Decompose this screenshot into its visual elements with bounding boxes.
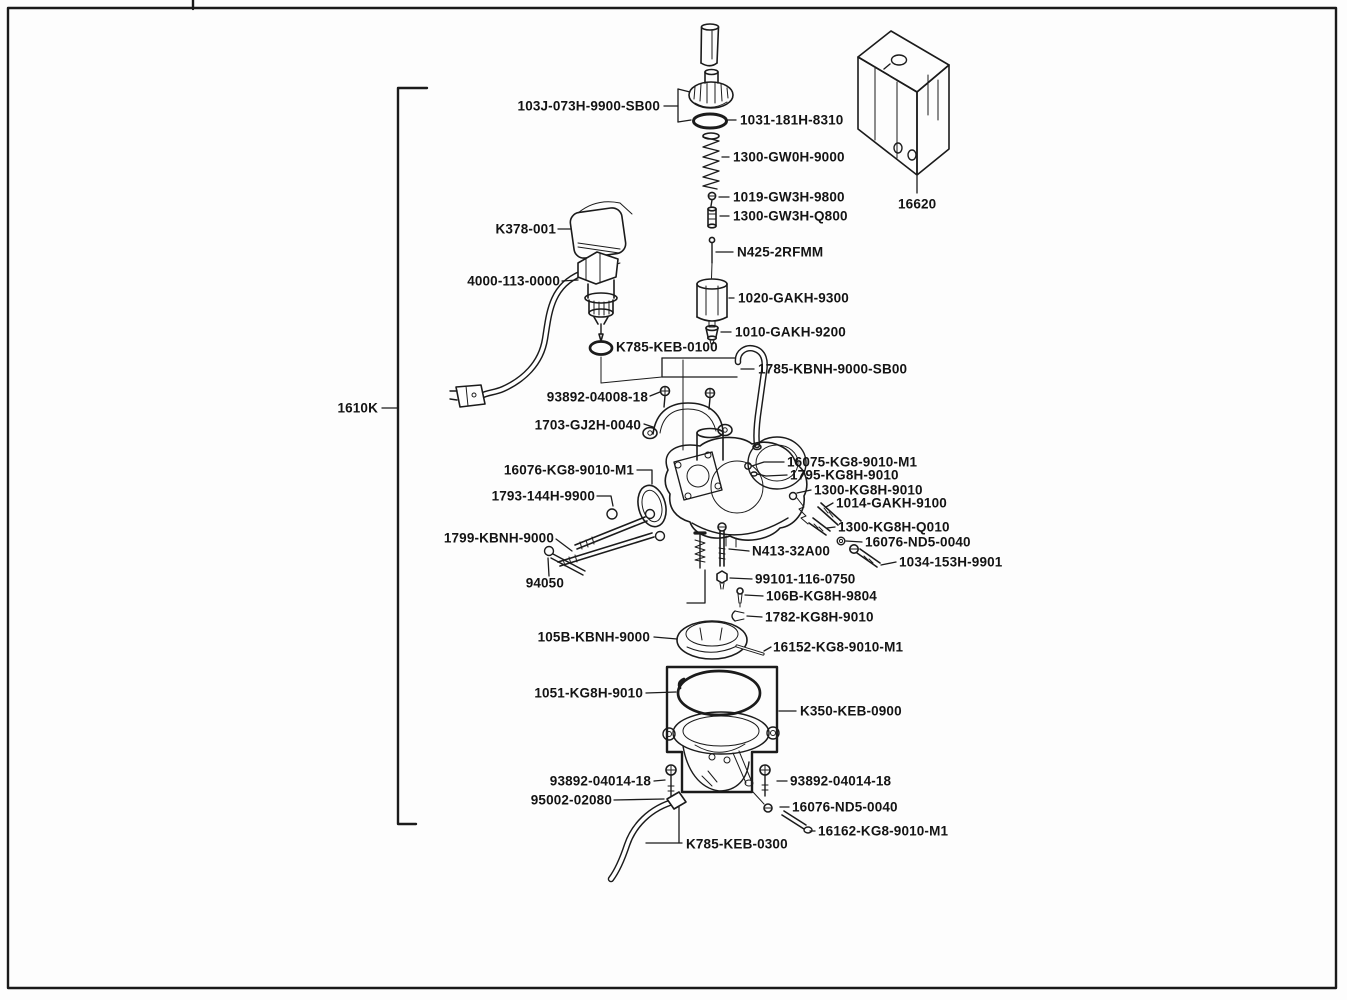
- part-label-103j: 103J-073H-9900-SB00: [517, 98, 660, 114]
- part-label-1793: 1793-144H-9900: [491, 488, 595, 504]
- part-label-1051: 1051-KG8H-9010: [534, 685, 643, 701]
- part-label-k785-0100: K785-KEB-0100: [616, 339, 718, 355]
- part-label-1300-q010: 1300-KG8H-Q010: [838, 519, 950, 535]
- part-label-99101: 99101-116-0750: [755, 571, 856, 587]
- part-label-94050: 94050: [525, 575, 564, 591]
- part-label-k785-0300: K785-KEB-0300: [686, 836, 788, 852]
- part-label-16076-kg8: 16076-KG8-9010-M1: [503, 462, 634, 478]
- part-label-1019: 1019-GW3H-9800: [733, 189, 845, 205]
- part-label-k378: K378-001: [495, 221, 556, 237]
- part-label-n425: N425-2RFMM: [737, 244, 824, 260]
- carburetor-bracket-drawing: [858, 31, 949, 193]
- throttle-pin-drawing: [701, 24, 719, 66]
- part-label-k350: K350-KEB-0900: [800, 703, 902, 719]
- part-label-1300-kg8h-9010: 1300-KG8H-9010: [814, 482, 923, 498]
- part-label-16076-nd5-a: 16076-ND5-0040: [865, 534, 971, 550]
- part-label-1785: 1785-KBNH-9000-SB00: [758, 361, 908, 377]
- float-drawing: [654, 621, 771, 659]
- part-label-16620: 16620: [898, 196, 937, 212]
- part-label-1610k: 1610K: [337, 400, 378, 416]
- pin-1300-drawing: [708, 207, 729, 228]
- part-label-4000: 4000-113-0000: [467, 273, 560, 289]
- part-label-16076-nd5-b: 16076-ND5-0040: [792, 799, 898, 815]
- part-label-93892-04014-left: 93892-04014-18: [549, 773, 651, 789]
- part-label-1031: 1031-181H-8310: [740, 112, 844, 128]
- drain-tube-drawing: [611, 792, 686, 879]
- part-label-1014: 1014-GAKH-9100: [836, 495, 947, 511]
- part-label-1703: 1703-GJ2H-0040: [534, 417, 641, 433]
- part-label-93892-04008: 93892-04008-18: [546, 389, 648, 405]
- part-label-16152: 16152-KG8-9010-M1: [773, 639, 904, 655]
- carburetor-body-drawing: [665, 429, 807, 548]
- part-label-1799: 1799-KBNH-9000: [443, 530, 554, 546]
- part-label-n413: N413-32A00: [752, 543, 831, 559]
- chamber-gasket-drawing: [646, 671, 760, 715]
- throttle-spring-drawing: [703, 133, 729, 189]
- part-label-93892-04014-right: 93892-04014-18: [790, 773, 892, 789]
- part-label-1782: 1782-KG8H-9010: [765, 609, 874, 625]
- part-label-1795: 1795-KG8H-9010: [790, 467, 899, 483]
- part-label-95002: 95002-02080: [530, 792, 612, 808]
- part-label-16075: 16075-KG8-9010-M1: [787, 454, 918, 470]
- part-label-1300-gw0h: 1300-GW0H-9000: [733, 149, 845, 165]
- float-chamber-box: [667, 667, 796, 792]
- part-label-105b: 105B-KBNH-9000: [537, 629, 650, 645]
- part-label-1010: 1010-GAKH-9200: [735, 324, 846, 340]
- screw-1019-drawing: [708, 192, 729, 206]
- jet-needle-drawing: [709, 237, 733, 278]
- part-label-1300-gw3h: 1300-GW3H-Q800: [733, 208, 848, 224]
- mounting-studs-drawing: [545, 496, 665, 576]
- part-label-16162: 16162-KG8-9010-M1: [818, 823, 949, 839]
- throttle-valve-drawing: [697, 279, 734, 327]
- page-border: [8, 0, 1336, 988]
- part-label-1034: 1034-153H-9901: [899, 554, 1003, 570]
- carb-top-cap-drawing: [664, 70, 733, 123]
- part-label-1020: 1020-GAKH-9300: [738, 290, 849, 306]
- top-washer-drawing: [694, 114, 737, 128]
- group-bracket-1610k: [382, 88, 427, 824]
- part-label-106b: 106B-KG8H-9804: [766, 588, 877, 604]
